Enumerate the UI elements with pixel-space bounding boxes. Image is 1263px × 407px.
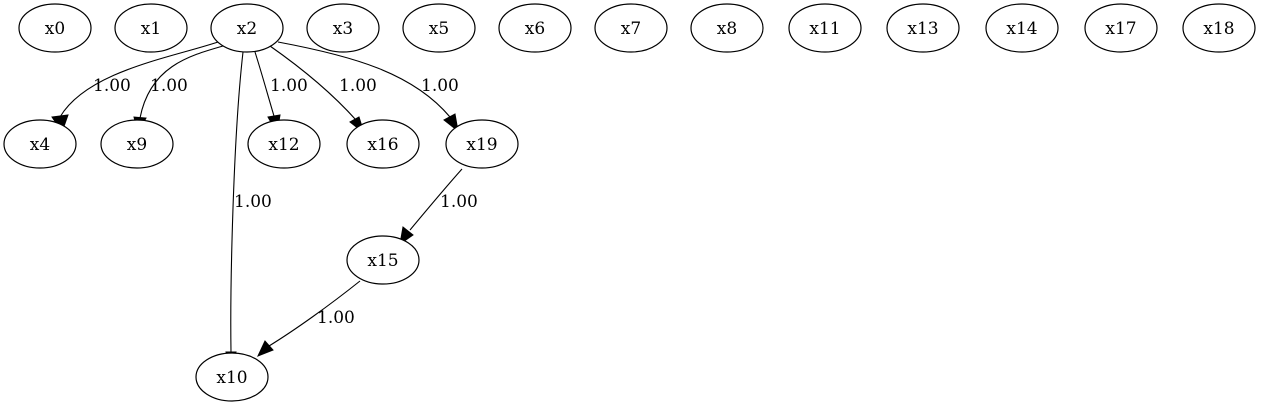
node-label: x6 — [524, 19, 546, 39]
arrowhead-x15-x10 — [258, 341, 273, 356]
edge-x2-x9 — [134, 46, 223, 133]
edge-weight-label: 1.00 — [150, 76, 188, 96]
nodes-layer — [4, 4, 1255, 401]
edge-weight-label: 1.00 — [339, 76, 377, 96]
node-x6 — [499, 4, 571, 52]
node-label: x9 — [126, 135, 148, 155]
node-label: x17 — [1105, 19, 1137, 39]
edge-weight-label: 1.00 — [317, 308, 355, 328]
node-label: x2 — [236, 19, 258, 39]
node-x1 — [115, 4, 187, 52]
edge-x19-x15 — [400, 169, 478, 244]
node-label: x10 — [216, 368, 248, 388]
edge-x15-x10 — [258, 281, 360, 356]
edge-line-x2-x4 — [60, 41, 221, 117]
node-label: x0 — [44, 19, 66, 39]
node-x12 — [248, 120, 320, 168]
node-x3 — [307, 4, 379, 52]
node-label: x16 — [367, 135, 399, 155]
node-x0 — [19, 4, 91, 52]
node-label: x4 — [29, 135, 51, 155]
node-label: x15 — [367, 251, 399, 271]
node-label: x1 — [140, 19, 162, 39]
node-x9 — [101, 120, 173, 168]
node-label: x12 — [268, 135, 300, 155]
node-label: x3 — [332, 19, 354, 39]
node-x7 — [595, 4, 667, 52]
node-x14 — [986, 4, 1058, 52]
node-label: x11 — [809, 19, 841, 39]
node-x2 — [211, 4, 283, 52]
node-label: x18 — [1203, 19, 1235, 39]
node-x16 — [347, 120, 419, 168]
node-label: x14 — [1006, 19, 1038, 39]
edge-weight-label: 1.00 — [440, 192, 478, 212]
node-x15 — [347, 236, 419, 284]
node-x13 — [887, 4, 959, 52]
edge-weight-label: 1.00 — [93, 76, 131, 96]
node-label: x5 — [428, 19, 450, 39]
edge-weight-label: 1.00 — [421, 76, 459, 96]
node-label: x19 — [466, 135, 498, 155]
node-x10 — [196, 353, 268, 401]
node-x4 — [4, 120, 76, 168]
node-label: x13 — [907, 19, 939, 39]
node-x18 — [1183, 4, 1255, 52]
node-x8 — [691, 4, 763, 52]
edges-layer — [52, 41, 478, 370]
node-label: x8 — [716, 19, 738, 39]
edge-weight-label: 1.00 — [270, 76, 308, 96]
node-x11 — [789, 4, 861, 52]
node-x5 — [403, 4, 475, 52]
edge-x2-x10 — [226, 52, 272, 370]
edge-weight-label: 1.00 — [234, 192, 272, 212]
node-x17 — [1085, 4, 1157, 52]
node-x19 — [446, 120, 518, 168]
node-label: x7 — [620, 19, 642, 39]
